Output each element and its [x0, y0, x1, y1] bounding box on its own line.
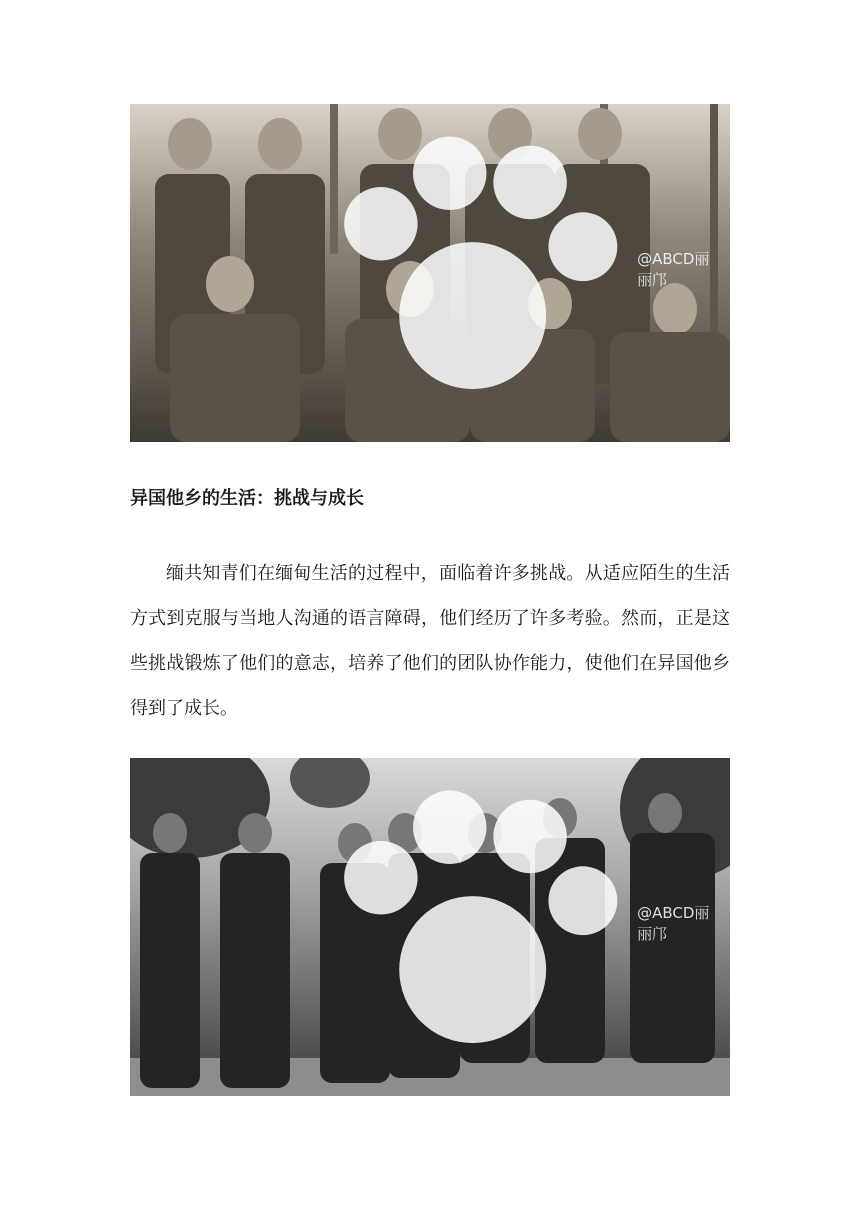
watermark-text: @ABCD丽丽邝 — [637, 250, 710, 290]
section-heading: 异国他乡的生活：挑战与成长 — [130, 488, 364, 509]
watermark-text: @ABCD丽丽邝 — [637, 904, 710, 944]
group-photo-bottom — [130, 758, 730, 1096]
watermark — [312, 763, 718, 1084]
group-photo-top — [130, 104, 730, 442]
paw-icon — [312, 763, 633, 1084]
section-paragraph: 缅共知青们在缅甸生活的过程中，面临着许多挑战。从适应陌生的生活方式到克服与当地人沟通的语言障碍，他们经历了许多考验。然而，正是这些挑战锻炼了他们的意志，培养了他们的团队协作能力，使他们在异国他乡得到了成长。 — [130, 563, 730, 719]
paw-icon — [312, 109, 633, 430]
watermark — [312, 109, 718, 430]
